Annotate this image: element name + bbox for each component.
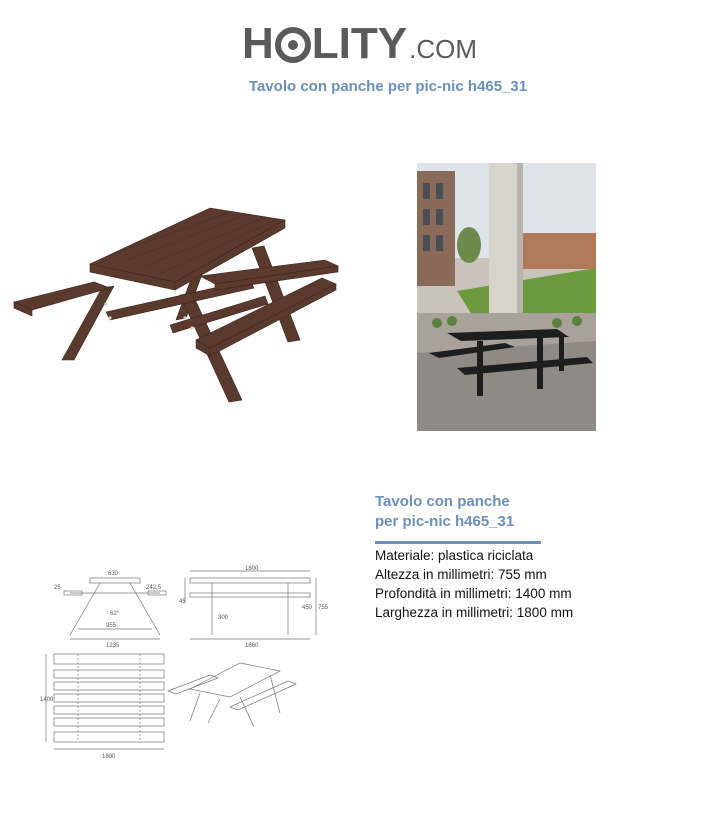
dim-side-h3: 450 [302,605,313,611]
spec-material: Materiale: plastica riciclata [375,548,534,563]
spec-height: Altezza in millimetri: 755 mm [375,567,547,582]
dim-side-h1: 45 [179,599,186,605]
product-image-picnic-table [10,200,345,410]
product-title-line2: per pic-nic h465_31 [375,513,515,530]
dim-angle: 62° [110,611,120,617]
dim-side-h2: 300 [218,615,229,621]
product-specs [375,546,573,622]
logo-text-h: H [242,19,274,68]
dim-plan-depth: 1400 [40,697,54,703]
dim-side-h4: 755 [318,605,329,611]
product-photo-courtyard [417,163,596,431]
spec-depth: Profondità in millimetri: 1400 mm [375,586,572,601]
dim-left-seat: 25 [54,585,61,591]
product-title [375,492,575,532]
dim-bottom-width: 1235 [106,643,120,649]
spec-width: Larghezza in millimetri: 1800 mm [375,605,574,620]
dim-plan-width: 1800 [102,754,116,760]
logo-o-icon [275,27,311,63]
technical-drawing [40,563,340,763]
dim-side-bottom: 1660 [245,643,259,649]
dim-mid-width: 955 [106,623,117,629]
logo-text-com: .COM [409,34,477,64]
dim-right-seat: 242,5 [146,585,162,591]
dim-top-width: 630 [108,571,119,577]
logo-text-lity: LITY [311,19,408,68]
holity-logo[interactable] [242,18,477,66]
page-subtitle: Tavolo con panche per pic-nic h465_31 [248,78,528,95]
product-title-line1: Tavolo con panche [375,493,510,510]
dim-side-length: 1800 [245,566,259,572]
title-divider [375,541,541,544]
